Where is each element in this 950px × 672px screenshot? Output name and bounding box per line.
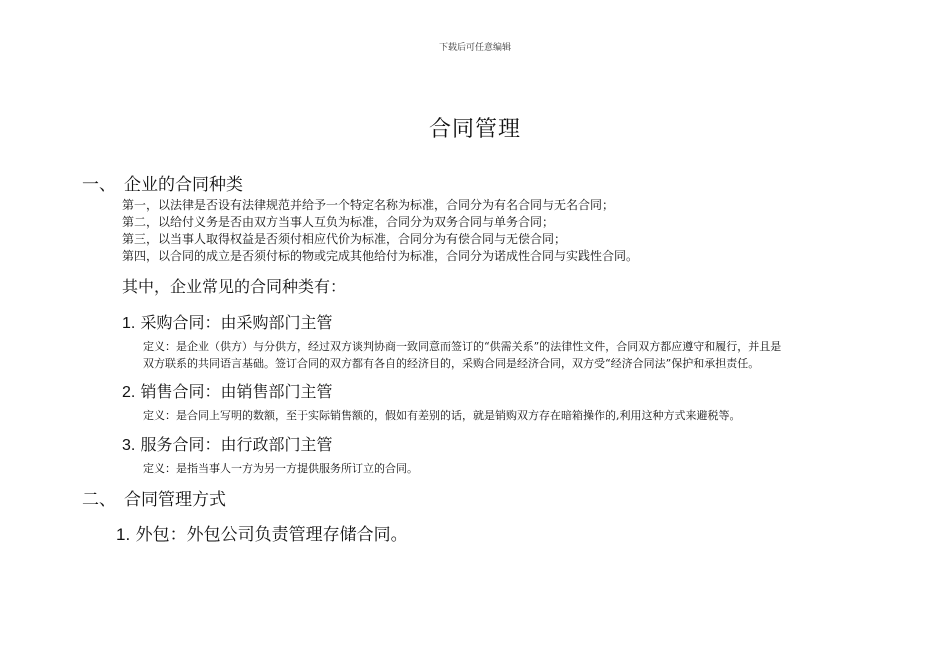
document-title: 合同管理 xyxy=(428,117,521,142)
management-method-text: 外包：外包公司负责管理存储合同。 xyxy=(135,525,408,545)
contract-type-2-heading xyxy=(122,379,332,402)
section-2-number: 二、 xyxy=(82,490,116,510)
section-1-title: 企业的合同种类 xyxy=(124,175,243,195)
definition-line: 双方联系的共同语言基础。签订合同的双方都有各自的经济目的，采购合同是经济合同，双方受“经济合同法”保护和承担责任。 xyxy=(143,357,760,370)
contract-type-3-number: 3. xyxy=(122,437,136,454)
management-method-item xyxy=(116,520,408,545)
classification-line-1: 第一，以法律是否设有法律规范并给予一个特定名称为标准，合同分为有名合同与无名合同； xyxy=(122,198,615,212)
contract-type-2-definition xyxy=(143,407,871,424)
management-method-number: 1. xyxy=(116,525,131,544)
classification-line-3: 第三，以当事人取得权益是否须付相应代价为标准，合同分为有偿合同与无偿合同； xyxy=(122,232,567,246)
classification-line-2: 第二，以给付义务是否由双方当事人互负为标准，合同分为双务合同与单务合同； xyxy=(122,215,555,229)
contract-type-2-title: 销售合同：由销售部门主管 xyxy=(140,382,333,401)
section-1-heading xyxy=(82,170,243,195)
definition-line: 定义：是指当事人一方为另一方提供服务所订立的合同。 xyxy=(143,462,418,475)
definition-line: 定义：是企业（供方）与分供方，经过双方谈判协商一致同意而签订的“供需关系”的法律性文件，合同双方都应遵守和履行，并且是 xyxy=(143,340,782,353)
contract-type-1-definition xyxy=(143,338,871,372)
contract-type-2-number: 2. xyxy=(122,384,136,401)
header-note: 下载后可任意编辑 xyxy=(438,43,511,53)
contract-type-1-heading xyxy=(122,310,332,333)
definition-line: 定义：是合同上写明的数额，至于实际销售额的，假如有差别的话，就是销购双方存在暗箱操作的,利用这种方式来避税等。 xyxy=(143,409,741,422)
classification-line-4: 第四，以合同的成立是否须付标的物或完成其他给付为标准，合同分为诺成性合同与实践性合同。 xyxy=(122,249,639,263)
common-types-lead: 其中，企业常见的合同种类有： xyxy=(122,277,347,296)
section-2-heading xyxy=(82,485,226,510)
section-2-title: 合同管理方式 xyxy=(124,490,226,510)
contract-type-3-title: 服务合同：由行政部门主管 xyxy=(140,435,333,454)
contract-type-1-number: 1. xyxy=(122,315,136,332)
contract-type-3-definition xyxy=(143,460,871,477)
contract-type-3-heading xyxy=(122,432,332,455)
section-1-number: 一、 xyxy=(82,175,116,195)
contract-type-1-title: 采购合同：由采购部门主管 xyxy=(140,313,333,332)
